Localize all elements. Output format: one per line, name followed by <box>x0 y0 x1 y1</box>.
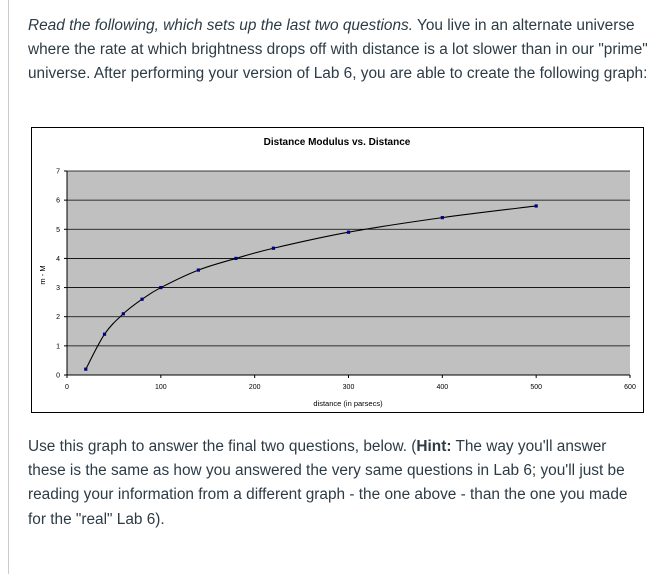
y-axis-label: m - M <box>38 265 47 285</box>
distance-modulus-chart <box>32 128 643 412</box>
data-point-4 <box>159 286 162 289</box>
y-tick-label-0: 0 <box>56 372 60 380</box>
y-tick-label-6: 6 <box>56 197 60 205</box>
data-point-10 <box>535 204 538 207</box>
chart-container <box>31 127 644 413</box>
x-tick-label-600: 600 <box>624 384 636 391</box>
data-point-1 <box>103 333 106 336</box>
plot-area <box>67 171 630 375</box>
data-point-5 <box>197 268 200 271</box>
y-tick-label-3: 3 <box>56 285 60 293</box>
hint-label: Hint: <box>416 438 452 455</box>
x-tick-label-500: 500 <box>530 384 543 391</box>
data-point-2 <box>122 312 125 315</box>
outro-text-after: The way you'll answer these is the same as how you answered the very same questions in Lab 6; you'll just be reading your information from a different graph - the one above - than the one you made for the "real" Lab 6). <box>28 438 628 528</box>
data-point-3 <box>140 298 143 301</box>
outro-text-before: Use this graph to answer the final two questions, below. ( <box>28 438 417 455</box>
x-tick-label-400: 400 <box>436 384 449 391</box>
x-tick-label-300: 300 <box>342 384 355 391</box>
chart-title: Distance Modulus vs. Distance <box>263 137 411 148</box>
y-tick-label-2: 2 <box>56 314 60 322</box>
data-point-9 <box>441 216 444 219</box>
data-point-8 <box>347 231 350 234</box>
data-point-0 <box>84 368 87 371</box>
x-axis-label: distance (in parsecs) <box>313 399 383 408</box>
intro-text: You live in an alternate universe where the rate at which brightness drops off with distance is a lot slower than in our "prime" universe. After performing your version of Lab 6, you are able to create the following graph: <box>28 17 648 83</box>
y-tick-label-1: 1 <box>56 343 60 351</box>
outro-paragraph <box>28 435 648 532</box>
x-tick-label-0: 0 <box>65 384 69 391</box>
data-point-7 <box>272 247 275 250</box>
y-tick-label-5: 5 <box>56 226 60 234</box>
y-tick-label-7: 7 <box>56 168 60 176</box>
data-point-6 <box>234 257 237 260</box>
x-tick-label-100: 100 <box>154 384 167 391</box>
intro-italic-text: Read the following, which sets up the last two questions. <box>28 17 413 34</box>
y-tick-label-4: 4 <box>56 255 60 263</box>
x-tick-label-200: 200 <box>248 384 261 391</box>
intro-paragraph <box>28 14 648 87</box>
left-border <box>8 0 9 574</box>
